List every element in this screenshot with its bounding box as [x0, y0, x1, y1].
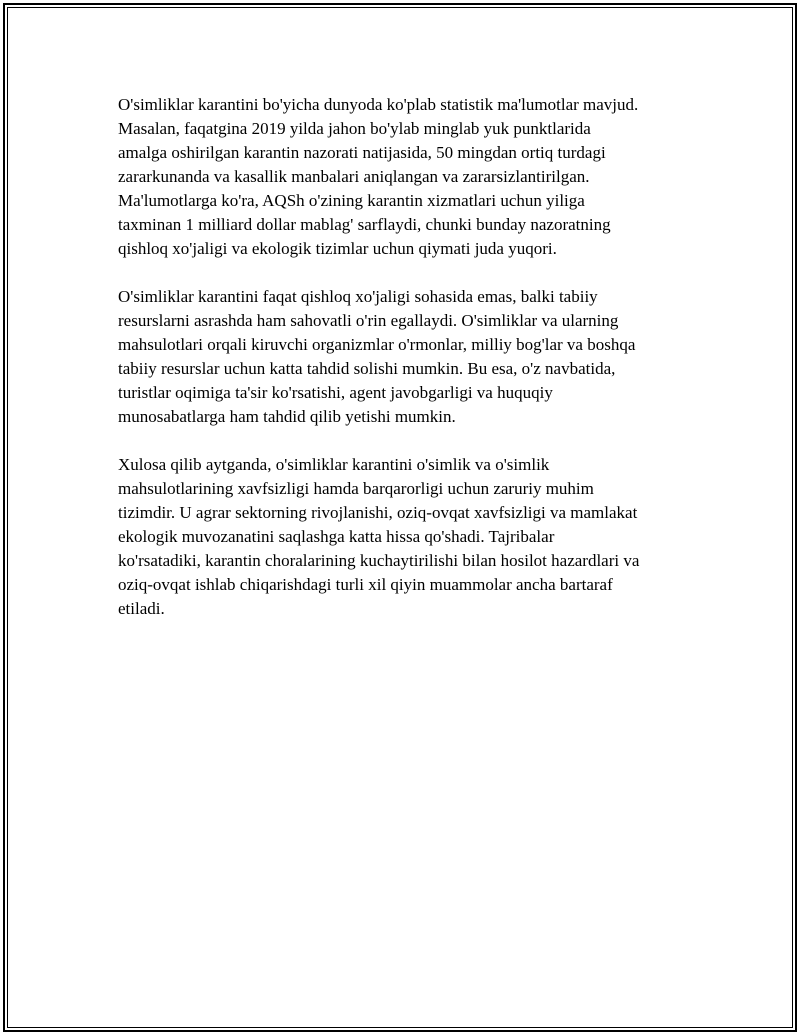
document-body — [118, 93, 688, 645]
paragraph-conclusion: Xulosa qilib aytganda, o'simliklar karantini o'simlik va o'simlik mahsulotlarining xavfsizligi hamda barqarorligi uchun zaruriy muhim tizimdir. U agrar sektorning rivojlanishi, oziq-ovqat xavfsizligi va mamlakat ekologik muvozanatini saqlashga katta hissa qo'shadi. Tajribalar ko'rsatadiki, karantin choralarining kuchaytirilishi bilan hosilot hazardlari va oziq-ovqat ishlab chiqarishdagi turli xil qiyin muammolar ancha bartaraf etiladi. — [118, 455, 640, 618]
paragraph-statistics: O'simliklar karantini bo'yicha dunyoda ko'plab statistik ma'lumotlar mavjud. Masalan, faqatgina 2019 yilda jahon bo'ylab minglab yuk punktlarida amalga oshirilgan karantin nazorati natijasida, 50 mingdan ortiq turdagi zararkunanda va kasallik manbalari aniqlangan va zararsizlantirilgan. Ma'lumotlarga ko'ra, AQSh o'zining karantin xizmatlari uchun yiliga taxminan 1 milliard dollar mablag' sarflaydi, chunki bunday nazoratning qishloq xo'jaligi va ekologik tizimlar uchun qiymati juda yuqori. — [118, 95, 639, 258]
paragraph-natural-resources: O'simliklar karantini faqat qishloq xo'jaligi sohasida emas, balki tabiiy resurslarni asrashda ham sahovatli o'rin egallaydi. O'simliklar va ularning mahsulotlari orqali kiruvchi organizmlar o'rmonlar, milliy bog'lar va boshqa tabiiy resurslar uchun katta tahdid solishi mumkin. Bu esa, o'z navbatida, turistlar oqimiga ta'sir ko'rsatishi, agent javobgarligi va huquqiy munosabatlarga ham tahdid qilib yetishi mumkin. — [118, 287, 636, 426]
